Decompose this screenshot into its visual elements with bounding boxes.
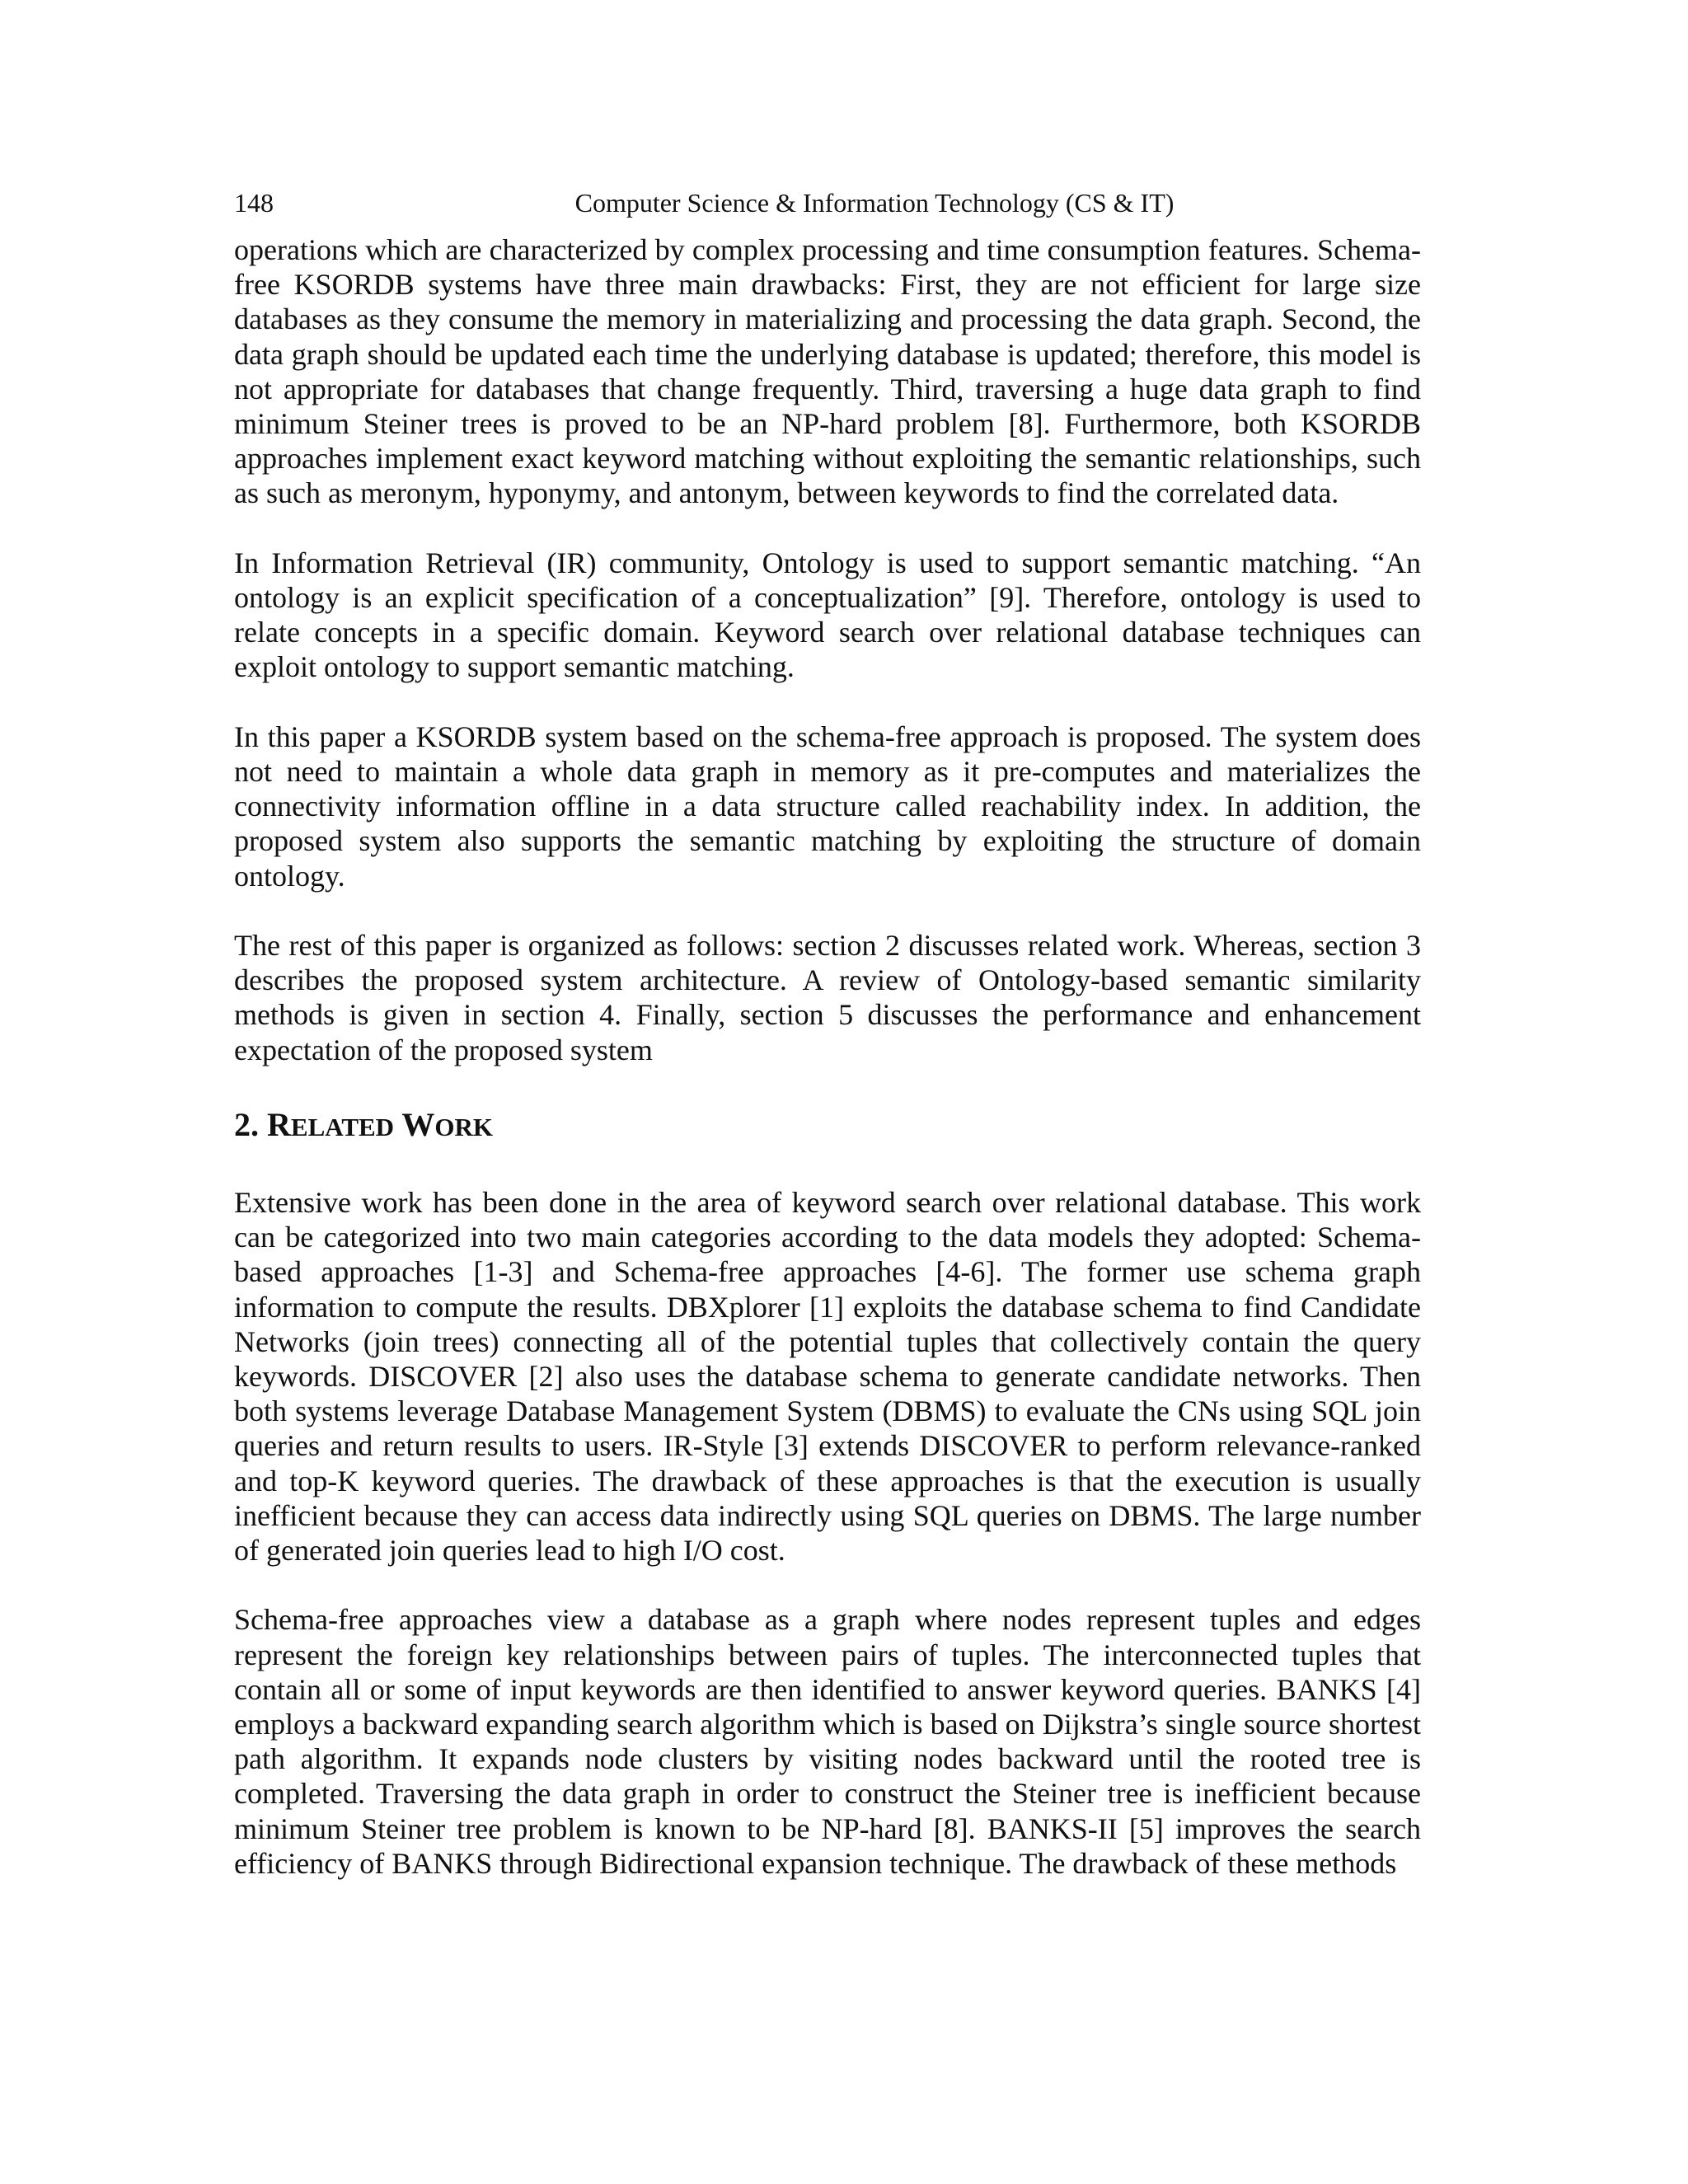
section-title-w: W: [401, 1106, 435, 1144]
paragraph-proposal: In this paper a KSORDB system based on the schema-free approach is proposed. The system does not need to maintain a whole data graph in memory as it pre-computes and materializes the connectivity information offline in a data structure called reachability index. In addition, the proposed system also supports the semantic matching by exploiting the structure of domain ontology.: [234, 719, 1421, 893]
paragraph-schema-free: Schema-free approaches view a database as a graph where nodes represent tuples and edges represent the foreign key relationships between pairs of tuples. The interconnected tuples that contain all or some of input keywords are then identified to answer keyword queries. BANKS [4] employs a backward expanding search algorithm which is based on Dijkstra’s single source shortest path algorithm. It expands node clusters by visiting nodes backward until the rooted tree is completed. Traversing the data graph in order to construct the Steiner tree is inefficient because minimum Steiner tree problem is known to be NP-hard [8]. BANKS-II [5] improves the search efficiency of BANKS through Bidirectional expansion technique. The drawback of these methods: [234, 1603, 1421, 1880]
paragraph-drawbacks: operations which are characterized by complex processing and time consumption features. Schema-free KSORDB systems have three main drawbacks: First, they are not efficient for large size databases as they consume the memory in materializing and processing the data graph. Second, the data graph should be updated each time the underlying database is updated; therefore, this model is not appropriate for databases that change frequently. Third, traversing a huge data graph to find minimum Steiner trees is proved to be an NP-hard problem [8]. Furthermore, both KSORDB approaches implement exact keyword matching without exploiting the semantic relationships, such as such as meronym, hyponymy, and antonym, between keywords to find the correlated data.: [234, 233, 1421, 510]
page-number: 148: [234, 188, 274, 218]
section-heading-related-work: [234, 1102, 1421, 1151]
section-title-elated: ELATED: [290, 1113, 395, 1142]
running-header: [234, 183, 1421, 223]
paragraph-ontology: In Information Retrieval (IR) community, Ontology is used to support semantic matching. “An ontology is an explicit specification of a conceptualization” [9]. Therefore, ontology is used to relate concepts in a specific domain. Keyword search over relational database techniques can exploit ontology to support semantic matching.: [234, 546, 1421, 684]
body-text: [234, 232, 1421, 1915]
section-title-ork: ORK: [434, 1113, 493, 1142]
section-number: 2.: [234, 1106, 259, 1144]
paragraph-schema-based: Extensive work has been done in the area of keyword search over relational database. This work can be categorized into two main categories according to the data models they adopted: Schema-based approaches [1-3] and Schema-free approaches [4-6]. The former use schema graph information to compute the results. DBXplorer [1] exploits the database schema to find Candidate Networks (join trees) connecting all of the potential tuples that collectively contain the query keywords. DISCOVER [2] also uses the database schema to generate candidate networks. Then both systems leverage Database Management System (DBMS) to evaluate the CNs using SQL join queries and return results to users. IR-Style [3] extends DISCOVER to perform relevance-ranked and top-K keyword queries. The drawback of these approaches is that the execution is usually inefficient because they can access data indirectly using SQL queries on DBMS. The large number of generated join queries lead to high I/O cost.: [234, 1186, 1421, 1568]
section-title-r: R: [267, 1106, 291, 1144]
journal-title: Computer Science & Information Technology (CS & IT): [574, 188, 1175, 218]
paragraph-organization: The rest of this paper is organized as follows: section 2 discusses related work. Whereas, section 3 describes the proposed system architecture. A review of Ontology-based semantic similarity methods is given in section 4. Finally, section 5 discusses the performance and enhancement expectation of the proposed system: [234, 929, 1421, 1066]
